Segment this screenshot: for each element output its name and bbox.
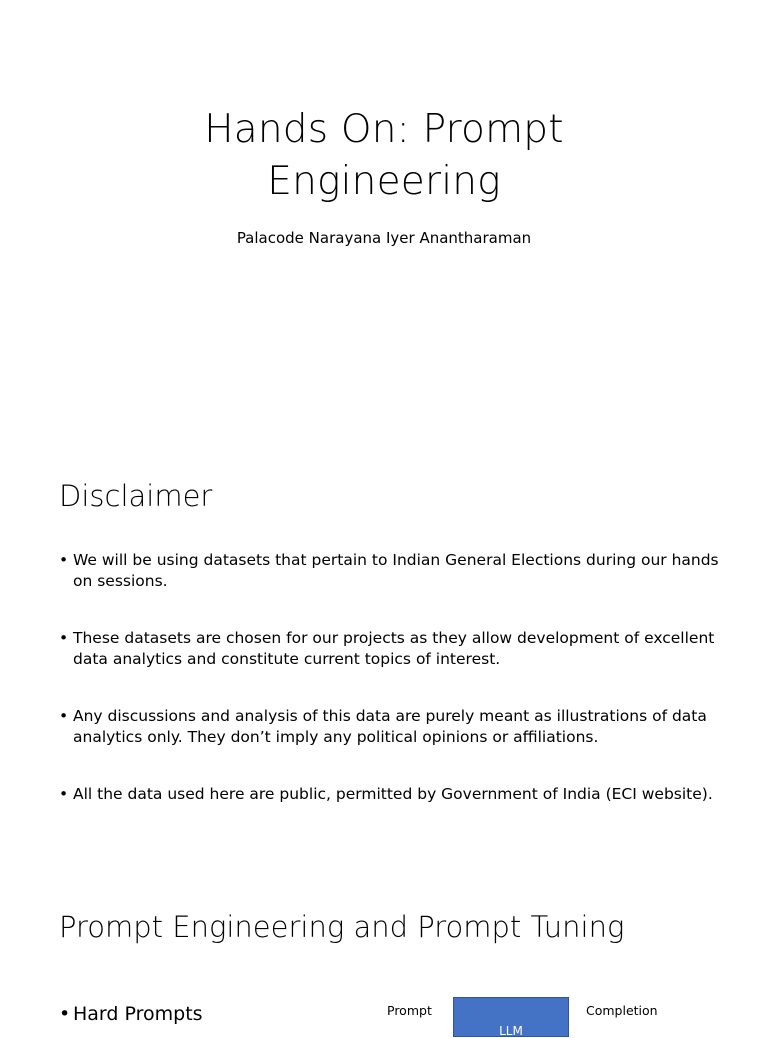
bullet-icon: •	[59, 707, 69, 725]
list-item	[59, 550, 729, 592]
diagram-completion-label: Completion	[586, 1003, 658, 1018]
bullet-icon: •	[59, 551, 69, 569]
list-item	[59, 784, 729, 805]
list-item	[59, 628, 729, 670]
bullet-icon: •	[59, 629, 69, 647]
prompt-tuning-slide	[0, 864, 768, 1038]
bullet-text: All the data used here are public, permitted by Government of India (ECI website).	[73, 785, 713, 803]
page-title	[0, 104, 768, 208]
diagram-prompt-label: Prompt	[387, 1003, 432, 1018]
bullet-text: We will be using datasets that pertain to Indian General Elections during our hands on sessions.	[73, 551, 719, 590]
llm-model-label: LLM	[499, 1024, 523, 1038]
disclaimer-slide	[0, 432, 768, 864]
list-item	[59, 706, 729, 748]
prompt-tuning-heading: Prompt Engineering and Prompt Tuning	[59, 910, 625, 944]
title-slide	[0, 0, 768, 432]
author-name: Palacode Narayana Iyer Anantharaman	[236, 229, 532, 247]
bullet-icon: •	[59, 1003, 71, 1025]
disclaimer-bullet-list	[59, 550, 729, 805]
disclaimer-heading: Disclaimer	[59, 479, 213, 513]
list-item	[59, 1002, 203, 1026]
bullet-text: Any discussions and analysis of this data are purely meant as illustrations of data analytics only. They don’t imply any political opinions or affiliations.	[73, 707, 707, 746]
bullet-icon: •	[59, 785, 69, 803]
bullet-text: These datasets are chosen for our projects as they allow development of excellent data analytics and constitute current topics of interest.	[73, 629, 715, 668]
llm-model-box	[453, 997, 569, 1037]
title-line-2: Engineering	[267, 159, 501, 204]
title-line-1: Hands On: Prompt	[204, 107, 564, 152]
bullet-text: Hard Prompts	[73, 1003, 203, 1025]
